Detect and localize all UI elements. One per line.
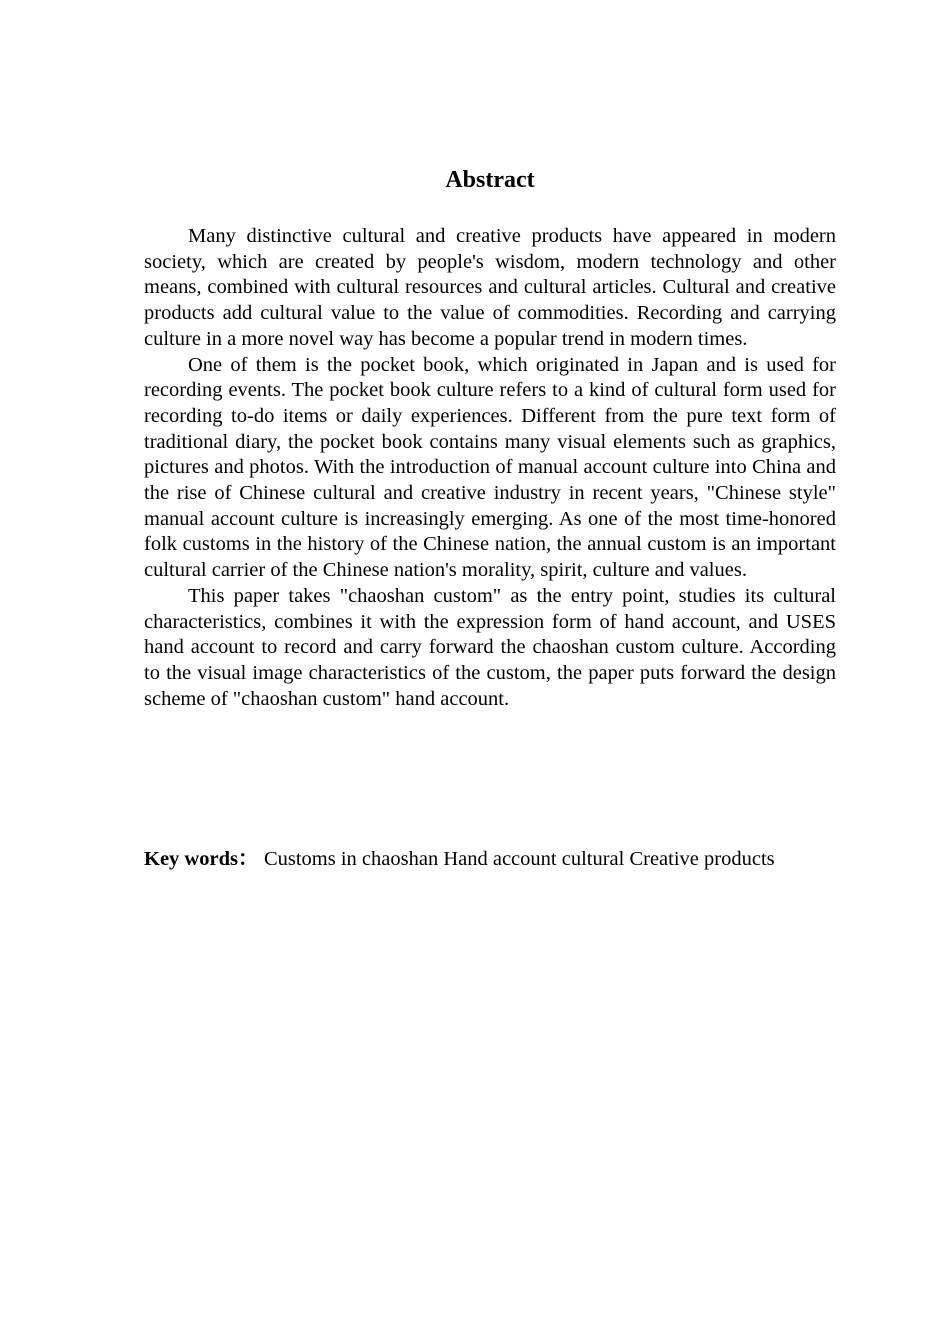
abstract-title: Abstract: [445, 167, 535, 193]
keywords-separator: ：: [237, 848, 259, 870]
abstract-paragraph: This paper takes "chaoshan custom" as the entry point, studies its cultural characteristics, combines it with the expression form of hand account, and USES hand account to record and carry forward the chaoshan custom culture. According to the visual image characteristics of the custom, the paper puts forward the design scheme of "chaoshan custom" hand account.: [144, 584, 836, 710]
abstract-paragraph: One of them is the pocket book, which originated in Japan and is used for recording events. The pocket book culture refers to a kind of cultural form used for recording to-do items or daily experiences. Different from the pure text form of traditional diary, the pocket book contains many visual elements such as graphics, pictures and photos. With the introduction of manual account culture into China and the rise of Chinese cultural and creative industry in recent years, "Chinese style" manual account culture is increasingly emerging. As one of the most time-honored folk customs in the history of the Chinese nation, the annual custom is an important cultural carrier of the Chinese nation's morality, spirit, culture and values.: [144, 353, 836, 582]
abstract-paragraph: Many distinctive cultural and creative products have appeared in modern society, which are created by people's wisdom, modern technology and other means, combined with cultural resources and cultural articles. Cultural and creative products add cultural value to the value of commodities. Recording and carrying culture in a more novel way has become a popular trend in modern times.: [144, 225, 836, 350]
keywords-label: Key words: [144, 848, 238, 870]
abstract-body: [144, 224, 836, 712]
keywords-line: [144, 846, 864, 872]
keywords-text: Customs in chaoshan Hand account cultural Creative products: [263, 848, 775, 870]
